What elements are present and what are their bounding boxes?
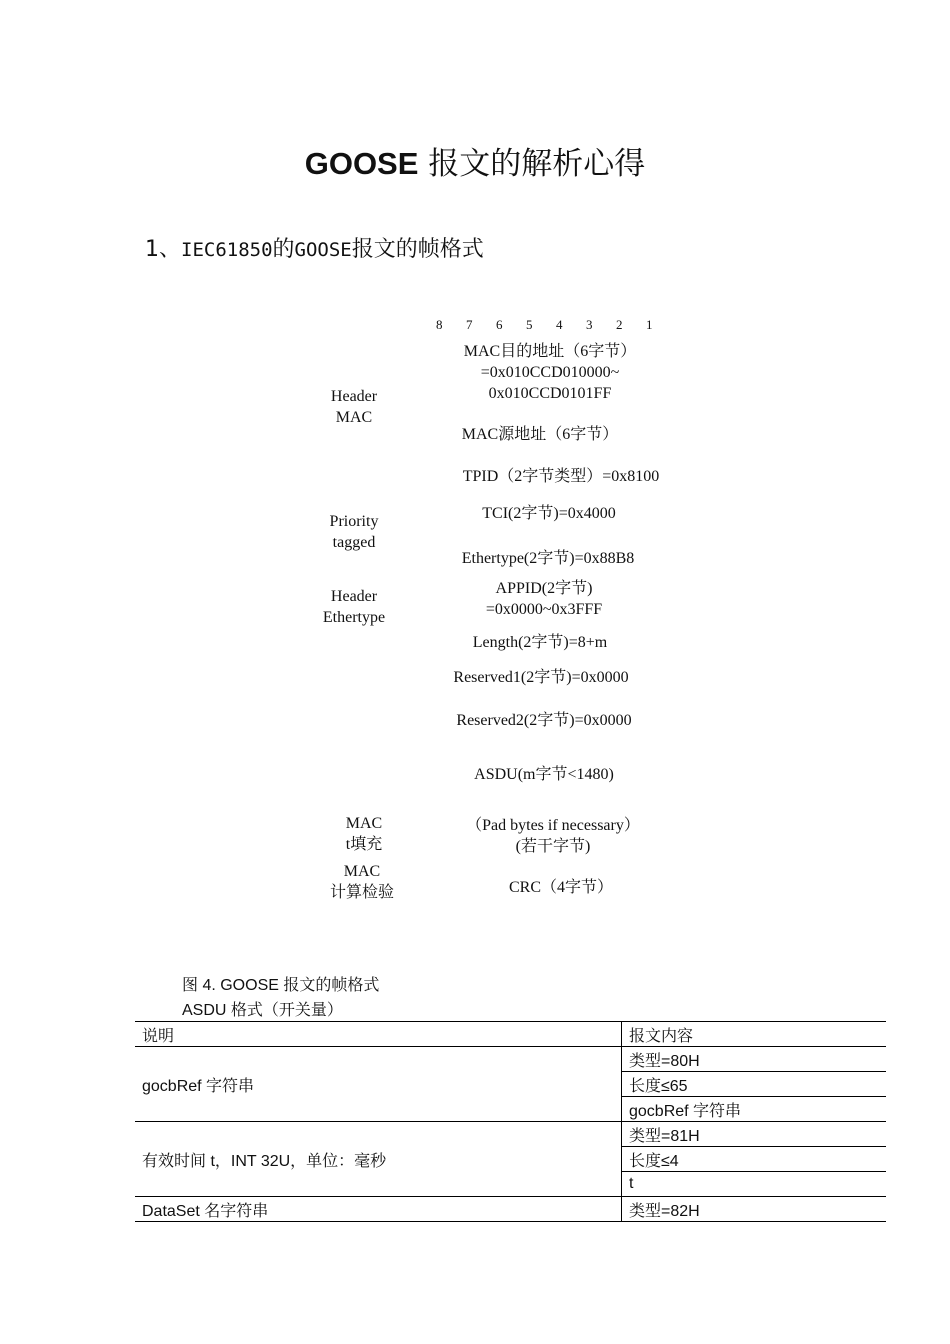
field-dst-line1: MAC目的地址（6字节） <box>463 343 637 360</box>
section-number: 1、 <box>145 237 181 262</box>
table-cell: 类型=82H <box>622 1197 887 1222</box>
field-mac-destination <box>420 341 680 404</box>
label-header-eth-line1: Header <box>330 588 378 605</box>
label-header-mac <box>300 386 408 428</box>
row-label-gocbref: gocbRef 字符串 <box>135 1047 622 1122</box>
field-dst-line3: 0x010CCD0101FF <box>488 385 612 402</box>
table-row <box>135 1047 886 1072</box>
field-pad-line2: (若干字节) <box>515 838 591 855</box>
figure-caption: 图 4. GOOSE 报文的帧格式 <box>182 977 380 994</box>
label-header-mac-line1: Header <box>330 388 378 405</box>
field-dst-line2: =0x010CCD010000~ <box>480 364 620 381</box>
field-asdu: ASDU(m字节<1480) <box>474 766 614 783</box>
label-priority-line1: Priority <box>329 513 379 530</box>
title-latin: GOOSE <box>304 146 419 181</box>
field-reserved1: Reserved1(2字节)=0x0000 <box>453 669 629 686</box>
table-cell: t <box>622 1172 887 1197</box>
asdu-format-table <box>135 1021 886 1222</box>
label-header-eth-line2: Ethertype <box>322 609 386 626</box>
field-length: Length(2字节)=8+m <box>472 634 608 651</box>
table-cell: 类型=81H <box>622 1122 887 1147</box>
bit-3: 3 <box>586 317 593 332</box>
field-reserved2: Reserved2(2字节)=0x0000 <box>456 712 632 729</box>
section-code-2: GOOSE <box>294 239 352 261</box>
field-appid-line2: =0x0000~0x3FFF <box>485 601 603 618</box>
bit-8: 8 <box>436 317 443 332</box>
label-mac-crc <box>308 861 416 903</box>
bit-1: 1 <box>646 317 653 332</box>
table-cell: 长度≤65 <box>622 1072 887 1097</box>
field-appid-line1: APPID(2字节) <box>495 580 593 597</box>
section-text-1: 的 <box>272 237 295 262</box>
bit-6: 6 <box>496 317 503 332</box>
label-mac-crc-line2: 计算检验 <box>329 884 394 901</box>
field-ethertype: Ethertype(2字节)=0x88B8 <box>461 550 635 567</box>
label-priority-line2: tagged <box>332 534 376 551</box>
table-header-row <box>135 1022 886 1047</box>
label-mac-pad-line1: MAC <box>345 815 383 832</box>
bit-2: 2 <box>616 317 623 332</box>
table-cell: gocbRef 字符串 <box>622 1097 887 1122</box>
label-header-mac-line2: MAC <box>335 409 373 426</box>
bit-numbers <box>436 317 676 333</box>
field-tpid: TPID（2字节类型）=0x8100 <box>462 468 660 485</box>
label-mac-pad-line2: t填充 <box>345 836 383 853</box>
bit-7: 7 <box>466 317 473 332</box>
table-cell: 长度≤4 <box>622 1147 887 1172</box>
field-pad-line1: （Pad bytes if necessary） <box>466 817 640 834</box>
table-caption: ASDU 格式（开关量） <box>182 1002 343 1019</box>
section-heading <box>145 232 484 263</box>
field-crc: CRC（4字节） <box>508 879 614 896</box>
title-cjk: 报文的解析心得 <box>428 146 646 182</box>
page-title <box>0 138 950 183</box>
header-content: 报文内容 <box>622 1022 887 1047</box>
label-mac-padding <box>310 813 418 855</box>
field-mac-source: MAC源地址（6字节） <box>461 426 619 443</box>
section-text-2: 报文的帧格式 <box>351 237 484 262</box>
table-row <box>135 1197 886 1222</box>
field-tci: TCI(2字节)=0x4000 <box>482 505 616 522</box>
bit-4: 4 <box>556 317 563 332</box>
field-appid <box>414 578 674 620</box>
label-mac-crc-line1: MAC <box>343 863 381 880</box>
row-label-dataset: DataSet 名字符串 <box>135 1197 622 1222</box>
bit-5: 5 <box>526 317 533 332</box>
header-description: 说明 <box>135 1022 622 1047</box>
row-label-time: 有效时间 t，INT 32U，单位：毫秒 <box>135 1122 622 1197</box>
table-row <box>135 1122 886 1147</box>
label-priority-tagged <box>300 511 408 553</box>
field-pad-bytes <box>423 815 683 857</box>
table-cell: 类型=80H <box>622 1047 887 1072</box>
label-header-ethertype <box>300 586 408 628</box>
section-code: IEC61850 <box>181 239 273 261</box>
